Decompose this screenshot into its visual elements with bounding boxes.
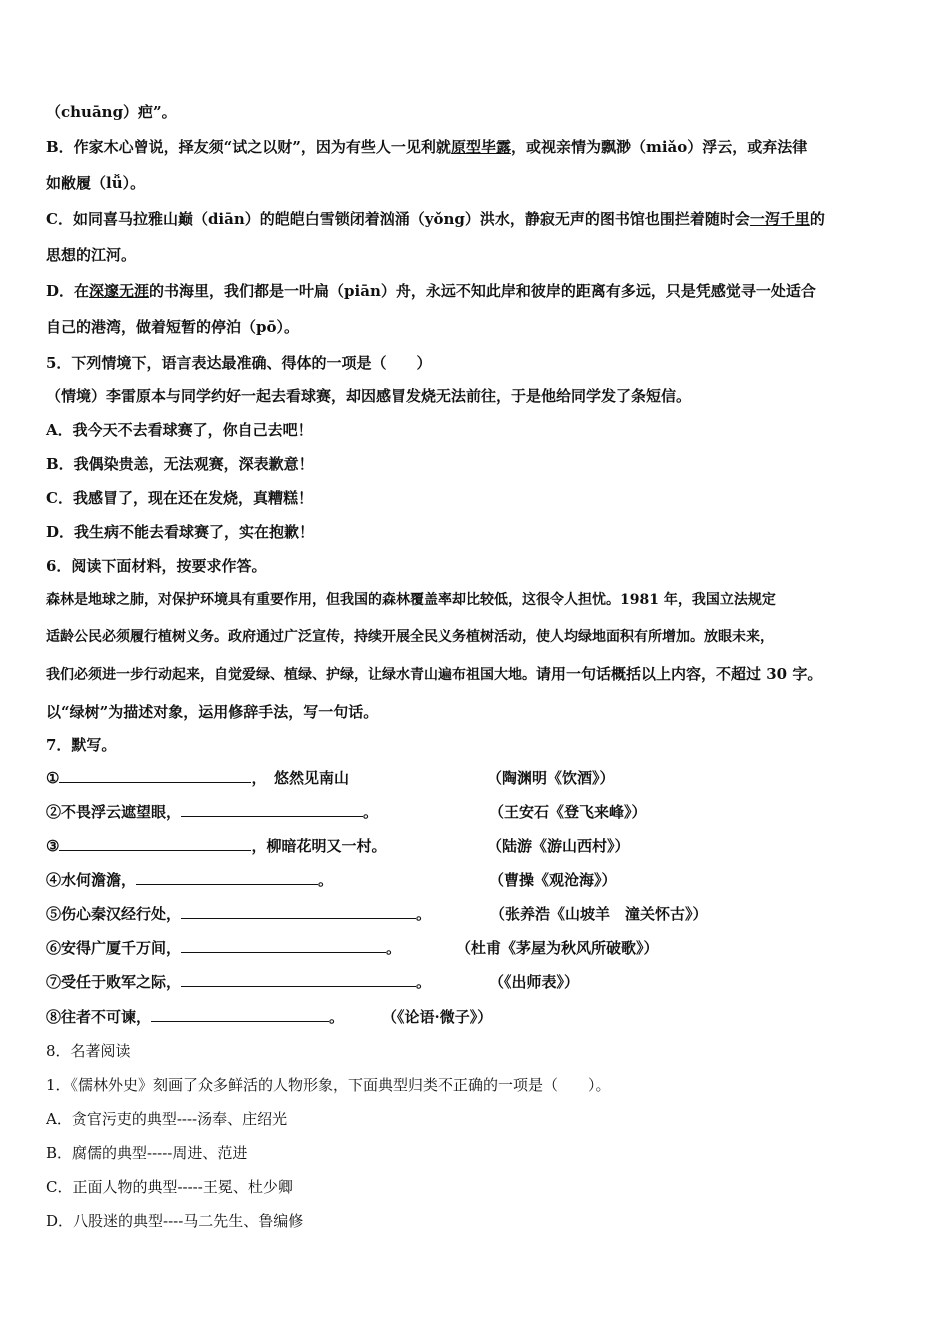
q7-stem: 7．默写。 [46, 736, 117, 754]
answer-blank[interactable] [136, 870, 318, 885]
q5-context: （情境）李雷原本与同学约好一起去看球赛，却因感冒发烧无法前往，于是他给同学发了条短信。 [46, 387, 692, 405]
q7-item-7-source: （《出师表》） [489, 973, 580, 991]
q6-task: 以“绿树”为描述对象，运用修辞手法，写一句话。 [46, 703, 379, 721]
q7-item-4: ④水何澹澹， 。 [46, 871, 334, 889]
q7-item-8: ⑧往者不可谏， 。 [46, 1008, 345, 1026]
q7-item-3: ③ ，柳暗花明又一村。 [46, 837, 387, 855]
q5-option-d: D．我生病不能去看球赛了，实在抱歉！ [46, 523, 315, 541]
q7-item-1: ① ， 悠然见南山 [46, 769, 349, 787]
q4-option-d-line2: 自己的港湾，做着短暂的停泊（pō）。 [46, 318, 299, 336]
q7-item-1-source: （陶渊明《饮酒》） [487, 769, 615, 787]
q5-option-b: B．我偶染贵恙，无法观赛，深表歉意！ [46, 455, 314, 473]
q6-material-line1: 森林是地球之肺，对保护环境具有重要作用，但我国的森林覆盖率却比较低，这很令人担忧。1981 年，我国立法规定 [46, 592, 776, 608]
q5-option-c: C．我感冒了，现在还在发烧，真糟糕！ [46, 489, 313, 507]
q8-option-a: A．贪官污吏的典型----汤奉、庄绍光 [46, 1110, 288, 1128]
q7-item-2-source: （王安石《登飞来峰》） [489, 803, 647, 821]
q7-item-2: ②不畏浮云遮望眼， 。 [46, 803, 379, 821]
q6-material-line3: 我们必须进一步行动起来，自觉爱绿、植绿、护绿，让绿水青山遍布祖国大地。请用一句话概括以上内容，不超过 30 字。 [46, 665, 823, 683]
q7-item-4-source: （曹操《观沧海》） [489, 871, 617, 889]
answer-blank[interactable] [181, 972, 416, 987]
q7-item-3-source: （陆游《游山西村》） [487, 837, 630, 855]
q8-subquestion: 1．《儒林外史》刻画了众多鲜活的人物形象，下面典型归类不正确的一项是（ ）。 [46, 1076, 611, 1094]
q5-option-a: A．我今天不去看球赛了，你自己去吧！ [46, 421, 313, 439]
q4-option-b-line2: 如敝履（lǚ）。 [46, 174, 146, 192]
q6-material-line2: 适龄公民必须履行植树义务。政府通过广泛宣传，持续开展全民义务植树活动，使人均绿地面积有所增加。放眼未来， [46, 629, 774, 645]
q4-option-b: B．作家木心曾说，择友须“试之以财”，因为有些人一见利就原型毕露，或视亲情为飘渺（miǎo）浮云，或弃法律 [46, 138, 808, 156]
q4-option-a-continued: （chuāng）疤”。 [46, 103, 177, 121]
q4-option-d: D．在深邃无涯的书海里，我们都是一叶扁（piān）舟，永远不知此岸和彼岸的距离有多远，只是凭感觉寻一处适合 [46, 282, 816, 300]
answer-blank[interactable] [181, 802, 363, 817]
q7-item-5-source: （张养浩《山坡羊 潼关怀古》） [490, 905, 708, 923]
answer-blank[interactable] [181, 938, 386, 953]
answer-blank[interactable] [59, 768, 251, 783]
q6-stem: 6．阅读下面材料，按要求作答。 [46, 557, 267, 575]
q7-item-7: ⑦受任于败军之际， 。 [46, 973, 432, 991]
q7-item-6-source: （杜甫《茅屋为秋风所破歌》） [456, 939, 659, 957]
q8-option-d: D．八股迷的典型----马二先生、鲁编修 [46, 1212, 304, 1230]
q5-stem: 5．下列情境下，语言表达最准确、得体的一项是（ ） [46, 354, 432, 372]
q7-item-5: ⑤伤心秦汉经行处， 。 [46, 905, 432, 923]
q4-option-c-line2: 思想的江河。 [46, 246, 137, 264]
answer-blank[interactable] [59, 836, 251, 851]
q8-option-b: B．腐儒的典型-----周进、范进 [46, 1144, 248, 1162]
answer-blank[interactable] [151, 1007, 329, 1022]
q8-option-c: C．正面人物的典型-----王冕、杜少卿 [46, 1178, 293, 1196]
q8-stem: 8．名著阅读 [46, 1042, 131, 1060]
q4-option-c: C．如同喜马拉雅山巅（diān）的皑皑白雪锁闭着汹涌（yǒng）洪水，静寂无声的图书馆也围拦着随时会一泻千里的 [46, 210, 825, 228]
q7-item-6: ⑥安得广厦千万间， 。 [46, 939, 402, 957]
answer-blank[interactable] [181, 904, 416, 919]
q7-item-8-source: （《论语·微子》） [382, 1008, 493, 1026]
